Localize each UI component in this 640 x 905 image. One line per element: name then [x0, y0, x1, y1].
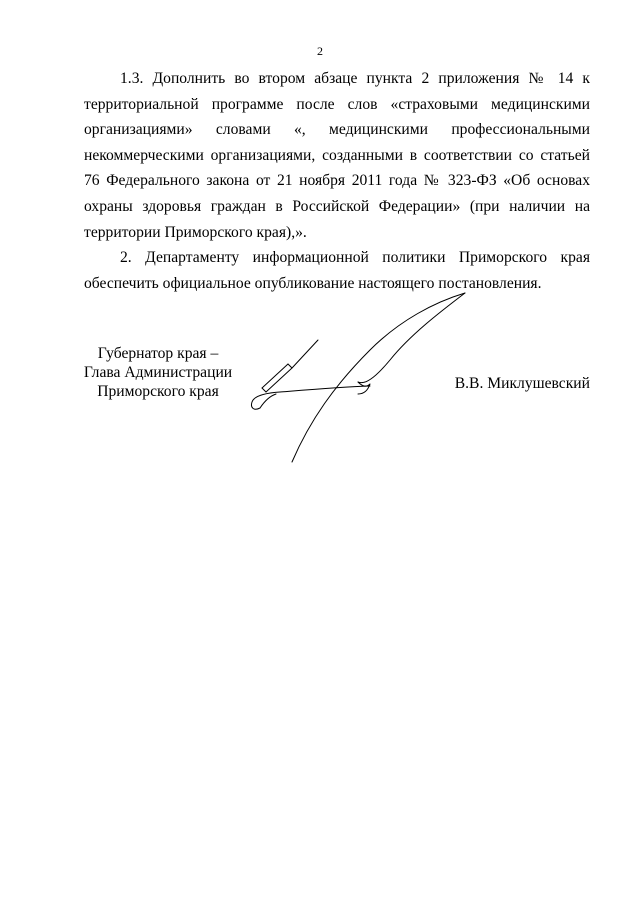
- document-body: [84, 66, 590, 296]
- paragraph-1-3: 1.3. Дополнить во втором абзаце пункта 2 приложения № 14 к территориальной программе после слов «страховыми медицинскими организациями» словами «, медицинскими профессиональными некоммерческими организациями, созданными в соответствии со статьей 76 Федерального закона от 21 ноября 2011 года № 323-ФЗ «Об основах охраны здоровья граждан в Российской Федерации» (при наличии на территории Приморского края),».: [84, 70, 590, 241]
- signatory-title-line-1: Губернатор края –: [97, 345, 219, 362]
- handwritten-signature: [240, 290, 470, 465]
- signatory-title: [78, 344, 238, 401]
- page-number: 2: [317, 44, 323, 58]
- signatory-title-line-3: Приморского края: [97, 383, 219, 400]
- paragraph-2: 2. Департаменту информационной политики Приморского края обеспечить официальное опубликование настоящего постановления.: [84, 249, 590, 292]
- signatory-name: В.В. Миклушевский: [454, 375, 590, 392]
- signatory-title-line-2: Глава Администрации: [83, 364, 233, 381]
